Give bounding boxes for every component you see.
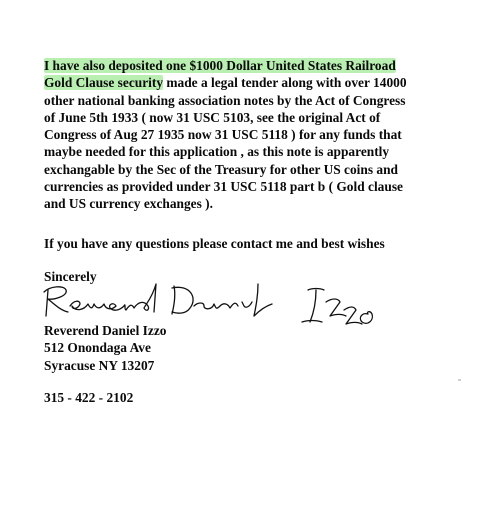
body-line: maybe needed for this application , as this note is apparently xyxy=(44,144,390,160)
body-line: Congress of Aug 27 1935 now 31 USC 5118 ) for any funds that xyxy=(44,127,402,143)
body-line: other national banking association notes by the Act of Congress xyxy=(44,92,406,108)
body-line: currencies as provided under 31 USC 5118 part b ( Gold clause xyxy=(44,179,403,195)
valediction: Sincerely xyxy=(44,269,97,284)
body-text: made a legal tender along with over 14000 xyxy=(163,75,407,91)
sender-block xyxy=(44,322,474,374)
highlighted-text: I have also deposited one $1000 Dollar United States Railroad xyxy=(44,58,396,73)
body-line: and US currency exchanges ). xyxy=(44,196,213,212)
body-line: exchangable by the Sec of the Treasury for other US coins and xyxy=(44,161,398,177)
closing-note: If you have any questions please contact me and best wishes xyxy=(44,236,385,251)
phone-number: 315 - 422 - 2102 xyxy=(44,390,134,405)
body-line xyxy=(44,74,474,91)
scan-speck xyxy=(458,379,461,381)
letter-body xyxy=(44,57,474,213)
sender-name: Reverend Daniel Izzo xyxy=(44,323,167,338)
sender-street: 512 Onondaga Ave xyxy=(44,340,151,356)
body-line xyxy=(44,57,474,74)
sender-city: Syracuse NY 13207 xyxy=(44,357,155,373)
body-line: of June 5th 1933 ( now 31 USC 5103, see the original Act of xyxy=(44,109,381,125)
highlighted-text: Gold Clause security xyxy=(44,75,164,91)
